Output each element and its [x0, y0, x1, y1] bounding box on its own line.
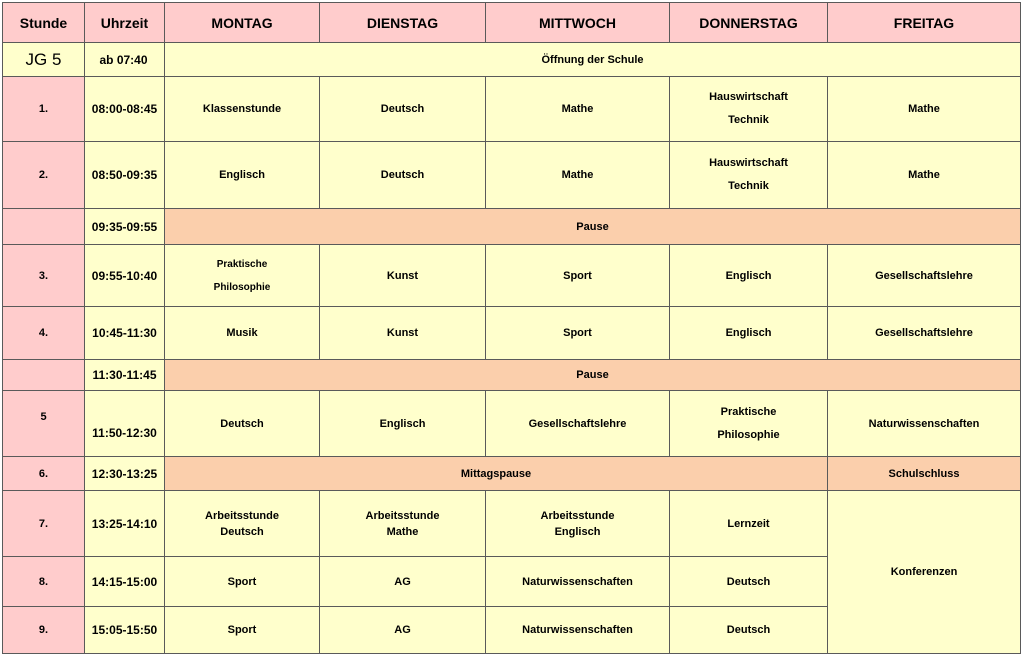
period-time: 14:15-15:00: [85, 557, 165, 607]
lesson-line: Praktische: [720, 405, 777, 418]
lesson-cell: Musik: [165, 307, 320, 360]
lesson-cell: Sport: [165, 557, 320, 607]
lunch-break-label: Mittagspause: [165, 457, 828, 491]
period-time: 09:55-10:40: [85, 245, 165, 307]
lesson-cell: Sport: [165, 607, 320, 654]
lesson-cell: Gesellschaftslehre: [486, 391, 670, 457]
opening-row: [3, 43, 1021, 77]
lesson-cell: AG: [320, 557, 486, 607]
lesson-cell: Kunst: [320, 307, 486, 360]
lesson-cell: Sport: [486, 245, 670, 307]
period-row: [3, 245, 1021, 307]
lesson-line: Philosophie: [213, 281, 271, 293]
lesson-cell: Deutsch: [165, 391, 320, 457]
header-stunde: Stunde: [3, 3, 85, 43]
lesson-cell: [486, 491, 670, 557]
lesson-cell: Gesellschaftslehre: [828, 245, 1021, 307]
period-time: 15:05-15:50: [85, 607, 165, 654]
timetable: [2, 2, 1021, 654]
opening-text: Öffnung der Schule: [165, 43, 1021, 77]
break-time: 09:35-09:55: [85, 209, 165, 245]
lesson-cell: Naturwissenschaften: [828, 391, 1021, 457]
period-row: [3, 77, 1021, 142]
lesson-cell: Mathe: [828, 77, 1021, 142]
break-label: Pause: [165, 209, 1021, 245]
lesson-line: Technik: [728, 114, 769, 126]
header-uhrzeit: Uhrzeit: [85, 3, 165, 43]
lesson-cell: Mathe: [486, 142, 670, 209]
lesson-cell: Kunst: [320, 245, 486, 307]
period-number: 8.: [3, 557, 85, 607]
period-number: 3.: [3, 245, 85, 307]
lesson-cell: Lernzeit: [670, 491, 828, 557]
lesson-cell: Englisch: [165, 142, 320, 209]
header-day-monday: MONTAG: [165, 3, 320, 43]
grade-label: JG 5: [3, 43, 85, 77]
period-number-empty: [3, 209, 85, 245]
lunch-row: [3, 457, 1021, 491]
period-time: 08:00-08:45: [85, 77, 165, 142]
lesson-cell: [670, 391, 828, 457]
period-row: [3, 491, 1021, 557]
period-time: 08:50-09:35: [85, 142, 165, 209]
break-time: 11:30-11:45: [85, 360, 165, 391]
lesson-line: Englisch: [554, 525, 601, 538]
period-number: 2.: [3, 142, 85, 209]
lesson-cell: Klassenstunde: [165, 77, 320, 142]
lesson-cell: Deutsch: [670, 607, 828, 654]
header-day-tuesday: DIENSTAG: [320, 3, 486, 43]
break-row: [3, 360, 1021, 391]
break-row: [3, 209, 1021, 245]
period-number: 7.: [3, 491, 85, 557]
period-row: [3, 142, 1021, 209]
period-row: [3, 307, 1021, 360]
lesson-cell: Englisch: [670, 307, 828, 360]
lesson-cell: [670, 77, 828, 142]
lesson-cell: Englisch: [670, 245, 828, 307]
period-number: 5: [3, 391, 85, 457]
lesson-cell: Sport: [486, 307, 670, 360]
period-number: 4.: [3, 307, 85, 360]
header-day-thursday: DONNERSTAG: [670, 3, 828, 43]
lesson-line: Arbeitsstunde: [365, 509, 440, 522]
lesson-cell: [320, 491, 486, 557]
header-row: [3, 3, 1021, 43]
lesson-line: Philosophie: [717, 428, 780, 441]
lesson-cell: [165, 491, 320, 557]
lesson-cell: Deutsch: [320, 142, 486, 209]
period-number: 9.: [3, 607, 85, 654]
lesson-cell: Deutsch: [670, 557, 828, 607]
header-day-wednesday: MITTWOCH: [486, 3, 670, 43]
lesson-cell: Mathe: [486, 77, 670, 142]
period-number: 6.: [3, 457, 85, 491]
lesson-cell: Deutsch: [320, 77, 486, 142]
lesson-line: Hauswirtschaft: [709, 157, 788, 169]
lesson-line: Praktische: [216, 258, 268, 270]
lesson-cell: Mathe: [828, 142, 1021, 209]
lesson-line: Hauswirtschaft: [709, 91, 788, 103]
lesson-cell: [670, 142, 828, 209]
lesson-line: Arbeitsstunde: [205, 509, 279, 522]
lesson-line: Deutsch: [220, 525, 264, 538]
opening-time: ab 07:40: [85, 43, 165, 77]
period-time: 12:30-13:25: [85, 457, 165, 491]
period-number: 1.: [3, 77, 85, 142]
period-number-empty: [3, 360, 85, 391]
conference-cell: Konferenzen: [828, 491, 1021, 654]
lesson-line: Mathe: [386, 525, 419, 538]
period-time: 11:50-12:30: [85, 391, 165, 457]
break-label: Pause: [165, 360, 1021, 391]
lesson-cell: Englisch: [320, 391, 486, 457]
school-end-label: Schulschluss: [828, 457, 1021, 491]
lesson-cell: AG: [320, 607, 486, 654]
lesson-cell: Gesellschaftslehre: [828, 307, 1021, 360]
lesson-cell: Naturwissenschaften: [486, 557, 670, 607]
lesson-cell: [165, 245, 320, 307]
period-time: 10:45-11:30: [85, 307, 165, 360]
period-row: [3, 391, 1021, 457]
lesson-line: Arbeitsstunde: [540, 509, 615, 522]
lesson-line: Technik: [728, 180, 769, 192]
period-time: 13:25-14:10: [85, 491, 165, 557]
lesson-cell: Naturwissenschaften: [486, 607, 670, 654]
header-day-friday: FREITAG: [828, 3, 1021, 43]
